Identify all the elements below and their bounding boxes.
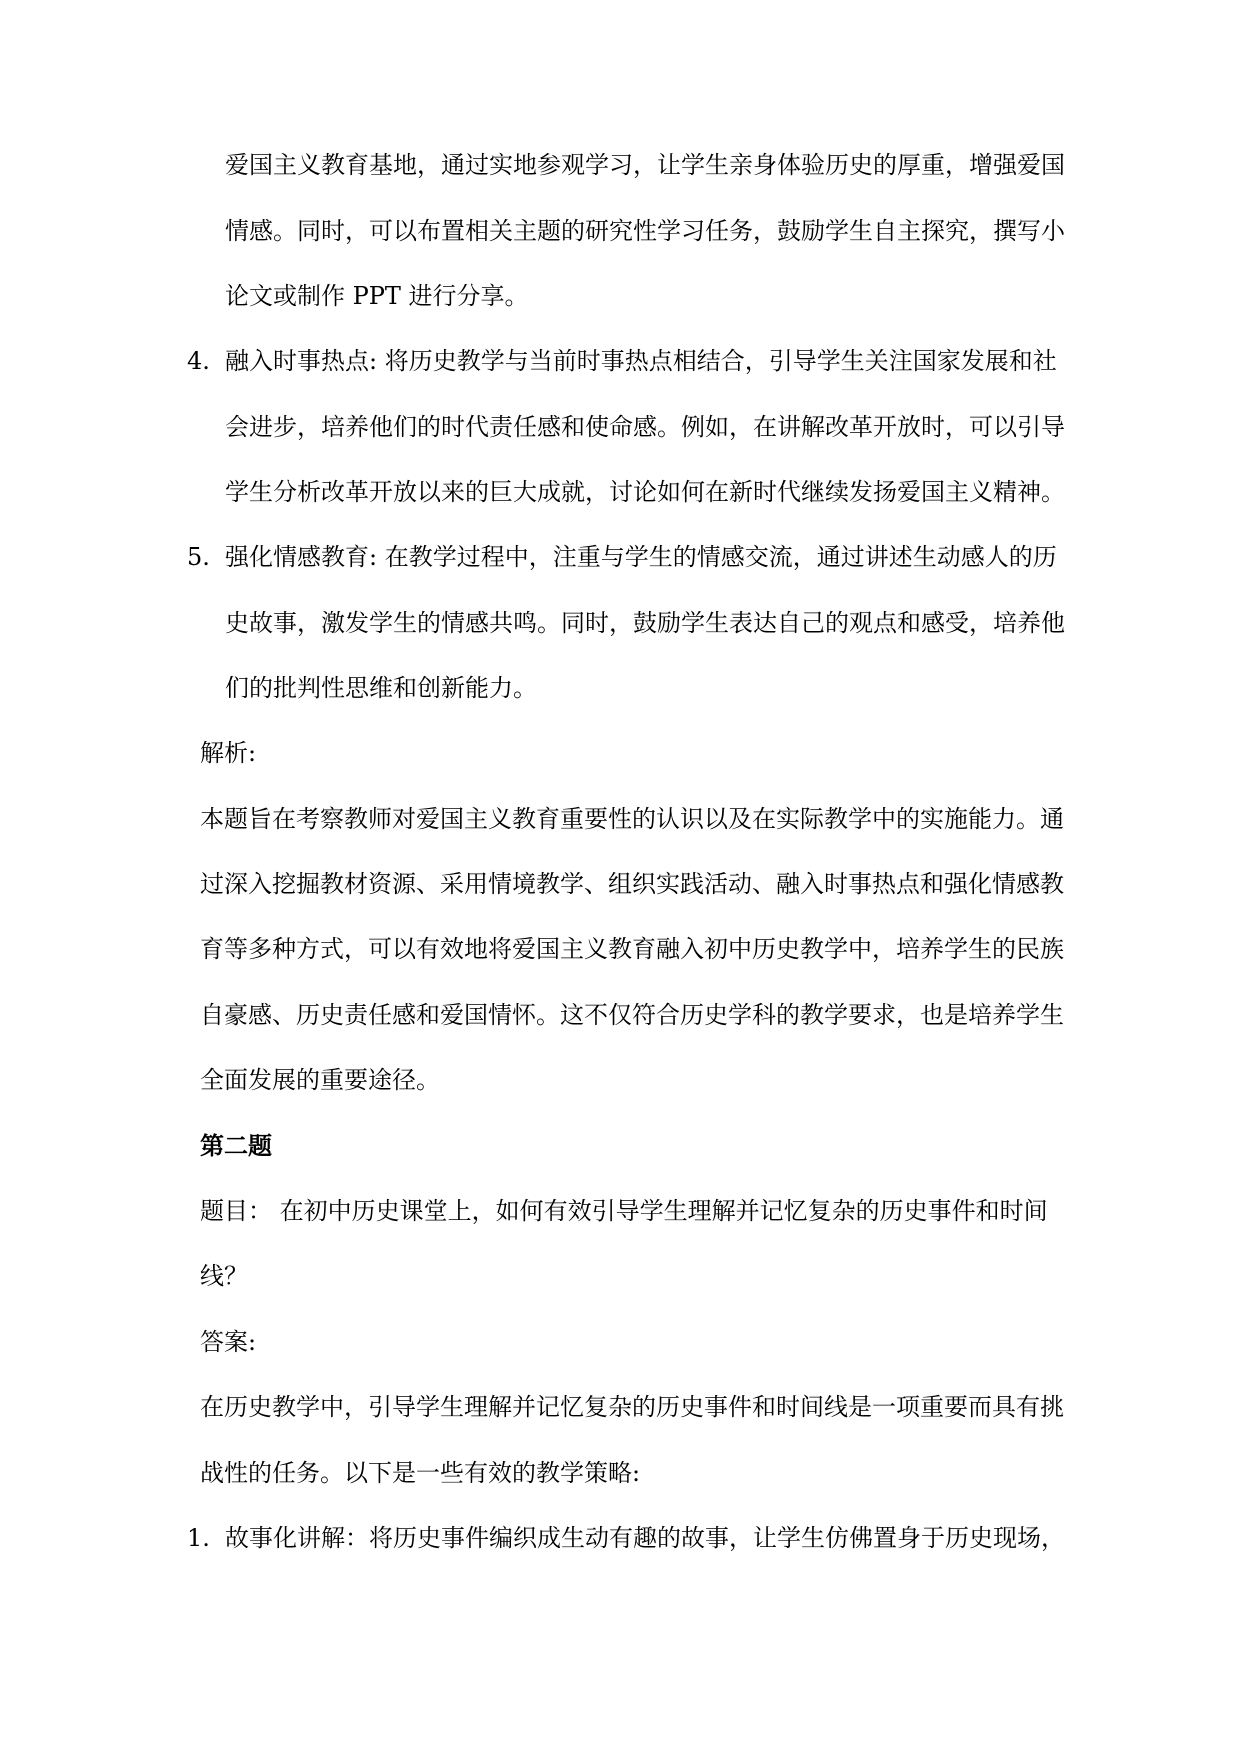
answer-intro-line-2: 战性的任务。以下是一些有效的教学策略: xyxy=(200,1459,641,1487)
item4-line-1: 融入时事热点: 将历史教学与当前时事热点相结合，引导学生关注国家发展和社 xyxy=(225,347,1057,375)
item3-line-2: 情感。同时，可以布置相关主题的研究性学习任务，鼓励学生自主探究，撰写小 xyxy=(225,217,1065,245)
analysis-line-1: 本题旨在考察教师对爱国主义教育重要性的认识以及在实际教学中的实施能力。通 xyxy=(200,805,1064,833)
item4-line-2: 会进步，培养他们的时代责任感和使命感。例如，在讲解改革开放时，可以引导 xyxy=(225,413,1065,441)
answer-intro-line-1: 在历史教学中，引导学生理解并记忆复杂的历史事件和时间线是一项重要而具有挑 xyxy=(200,1393,1064,1421)
item5-line-1: 强化情感教育: 在教学过程中，注重与学生的情感交流，通过讲述生动感人的历 xyxy=(225,543,1057,571)
question-2-line-1: 题目： 在初中历史课堂上，如何有效引导学生理解并记忆复杂的历史事件和时间 xyxy=(200,1197,1048,1225)
answer-item1-number: 1. xyxy=(187,1524,210,1552)
analysis-line-2: 过深入挖掘教材资源、采用情境教学、组织实践活动、融入时事热点和强化情感教 xyxy=(200,870,1064,898)
item3-line-3: 论文或制作 PPT 进行分享。 xyxy=(225,282,529,310)
analysis-line-5: 全面发展的重要途径。 xyxy=(200,1066,440,1094)
item5-line-3: 们的批判性思维和创新能力。 xyxy=(225,674,537,702)
analysis-line-4: 自豪感、历史责任感和爱国情怀。这不仅符合历史学科的教学要求，也是培养学生 xyxy=(200,1001,1064,1029)
item5-line-2: 史故事，激发学生的情感共鸣。同时，鼓励学生表达自己的观点和感受，培养他 xyxy=(225,609,1065,637)
question-2-line-2: 线？ xyxy=(200,1262,248,1290)
item3-line-1: 爱国主义教育基地，通过实地参观学习，让学生亲身体验历史的厚重，增强爱国 xyxy=(225,151,1065,179)
answer-item1-line-1: 故事化讲解：将历史事件编织成生动有趣的故事，让学生仿佛置身于历史现场， xyxy=(225,1524,1065,1552)
item4-line-3: 学生分析改革开放以来的巨大成就，讨论如何在新时代继续发扬爱国主义精神。 xyxy=(225,478,1065,506)
answer-label: 答案: xyxy=(200,1328,257,1356)
item5-number: 5. xyxy=(187,543,210,571)
analysis-label: 解析: xyxy=(200,739,257,767)
analysis-line-3: 育等多种方式，可以有效地将爱国主义教育融入初中历史教学中，培养学生的民族 xyxy=(200,935,1064,963)
question-2-heading: 第二题 xyxy=(200,1131,272,1160)
item4-number: 4. xyxy=(187,347,210,375)
